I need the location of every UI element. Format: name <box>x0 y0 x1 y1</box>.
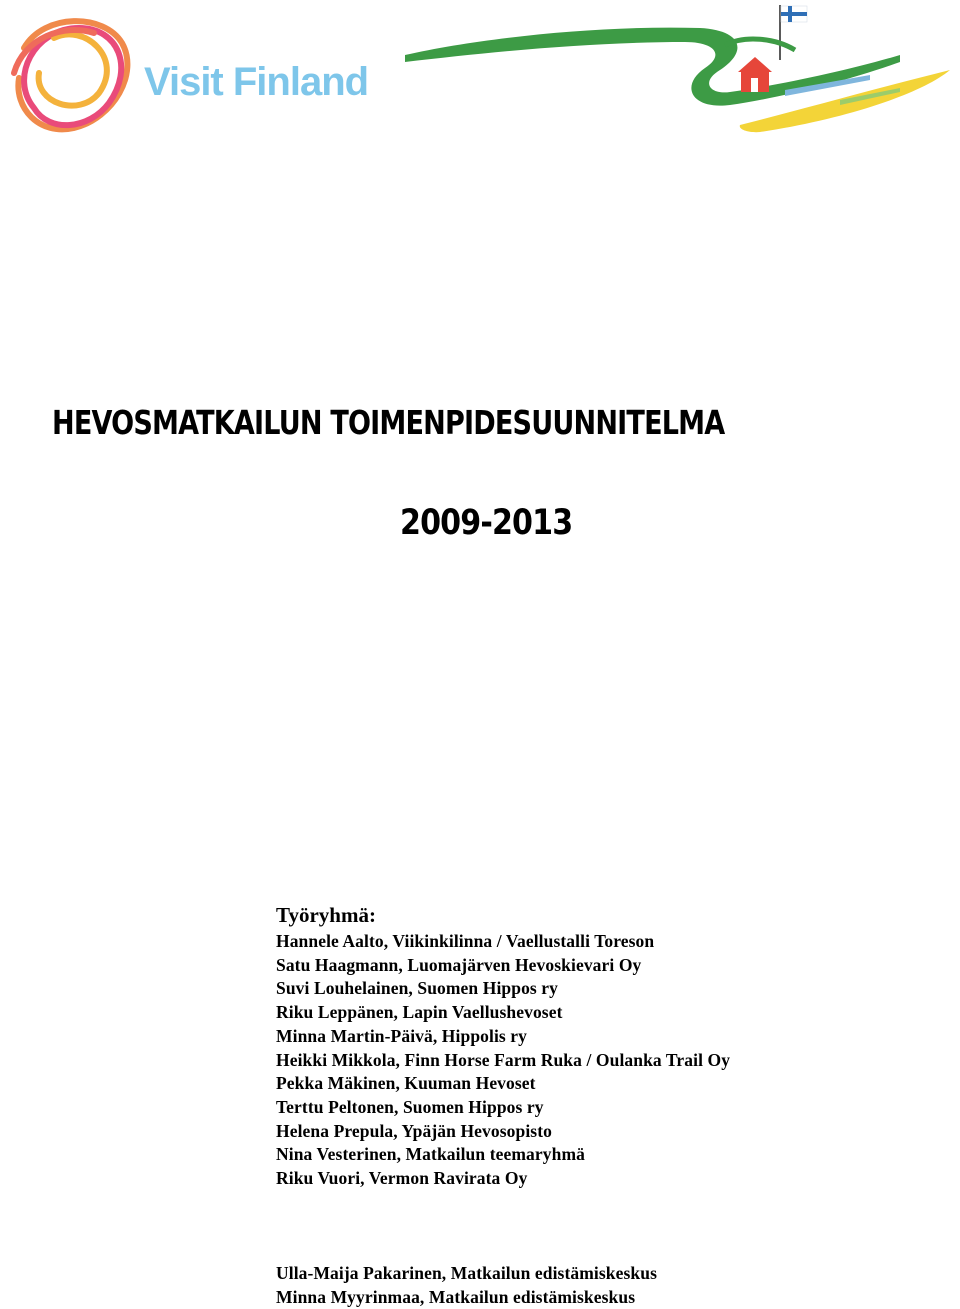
list-item: Heikki Mikkola, Finn Horse Farm Ruka / Oulanka Trail Oy <box>276 1049 731 1070</box>
secretariat-list <box>276 1262 936 1309</box>
list-item: Suvi Louhelainen, Suomen Hippos ry <box>276 978 559 999</box>
list-item: Minna Martin-Päivä, Hippolis ry <box>276 1025 528 1046</box>
working-group-heading: Työryhmä: <box>276 903 376 927</box>
list-item: Helena Prepula, Ypäjän Hevosopisto <box>276 1120 552 1141</box>
document-years: 2009-2013 <box>400 503 573 543</box>
working-group-list <box>276 930 936 1191</box>
list-item: Nina Vesterinen, Matkailun teemaryhmä <box>276 1144 585 1165</box>
list-item: Riku Leppänen, Lapin Vaellushevoset <box>276 1002 563 1023</box>
list-item: Terttu Peltonen, Suomen Hippos ry <box>276 1096 544 1117</box>
list-item: Satu Haagmann, Luomajärven Hevoskievari Oy <box>276 954 642 975</box>
document-title: HEVOSMATKAILUN TOIMENPIDESUUNNITELMA <box>52 403 725 442</box>
visit-finland-logo <box>4 8 374 140</box>
list-item: Pekka Mäkinen, Kuuman Hevoset <box>276 1073 536 1094</box>
secretariat <box>276 1262 936 1309</box>
list-item: Hannele Aalto, Viikinkilinna / Vaellustalli Toreson <box>276 931 655 951</box>
list-item: Ulla-Maija Pakarinen, Matkailun edistämiskeskus <box>276 1263 657 1283</box>
working-group <box>276 902 936 1191</box>
visit-finland-wordmark: Visit Finland <box>144 60 369 104</box>
landscape-flag-house-logo <box>400 0 955 140</box>
list-item: Riku Vuori, Vermon Ravirata Oy <box>276 1168 528 1189</box>
visit-finland-emblem-icon <box>4 8 144 140</box>
list-item: Minna Myyrinmaa, Matkailun edistämiskeskus <box>276 1286 636 1307</box>
